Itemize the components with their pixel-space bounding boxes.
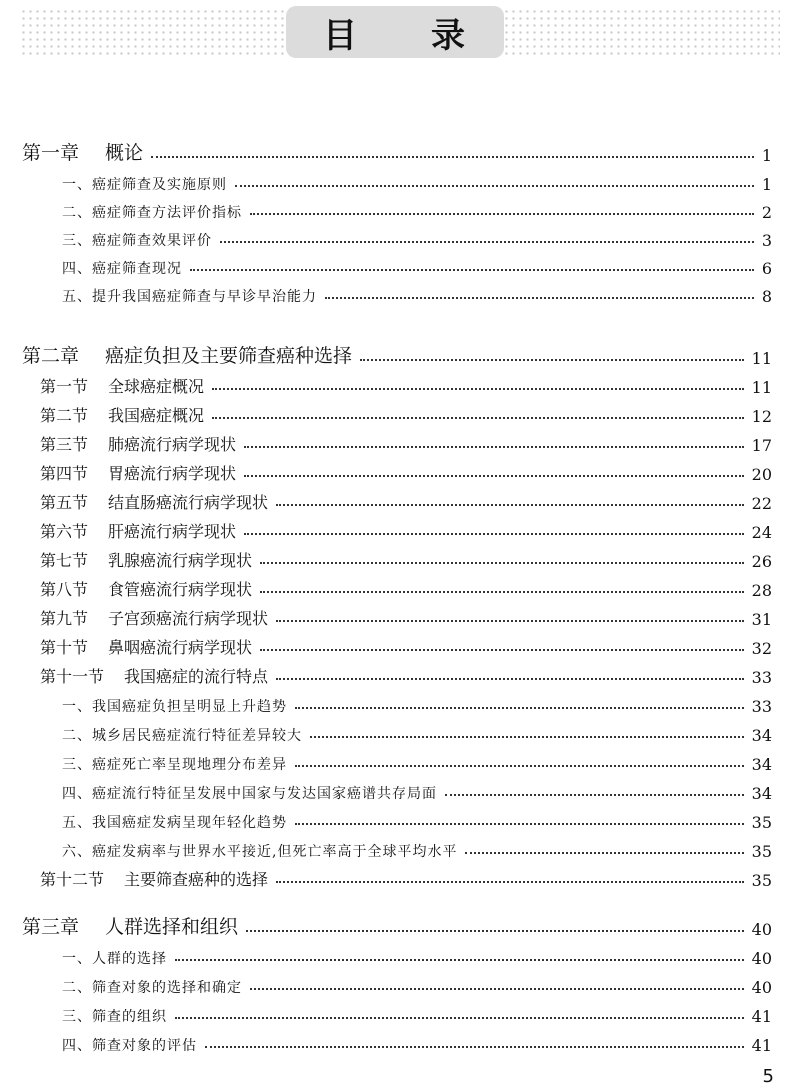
toc-entry-number: 一、 [62,951,92,967]
toc-entry-label [62,812,287,832]
toc-entry-number: 五、 [62,815,92,831]
title-char-2: 录 [431,15,467,56]
dot-leader [295,707,744,709]
toc-entry-section[interactable] [0,514,800,542]
toc-entry-label [62,696,287,716]
dot-leader [246,930,744,932]
toc-entry-page: 1 [761,146,772,165]
toc-entry-item[interactable] [0,250,800,278]
toc-entry-label [62,977,242,997]
toc-entry-page: 40 [751,978,772,997]
dot-leader [175,1017,744,1019]
toc-entry-label [40,432,236,455]
toc-entry-title: 我国癌症的流行特点 [124,667,269,686]
toc-entry-item[interactable] [0,194,800,222]
dot-leader [465,852,743,854]
toc-entry-page: 17 [751,436,772,455]
toc-entry-title: 胃癌流行病学现状 [108,464,237,483]
toc-entry-title: 肝癌流行病学现状 [108,522,237,541]
toc-entry-label [40,374,204,397]
toc-entry-page: 41 [751,1007,772,1026]
toc-entry-item[interactable] [0,688,800,716]
dot-leader [445,794,744,796]
toc-entry-item[interactable] [0,166,800,194]
toc-entry-label [40,577,252,600]
toc-entry-number: 第八节 [40,580,89,599]
toc-entry-section[interactable] [0,398,800,426]
toc-entry-title: 癌症筛查方法评价指标 [92,205,242,221]
toc-entry-title: 癌症流行特征呈发展中国家与发达国家癌谱共存局面 [92,786,437,802]
toc-entry-page: 8 [761,287,772,306]
toc-entry-label [40,548,252,571]
toc-entry-page: 40 [751,949,772,968]
toc-entry-label [22,138,143,165]
toc-entry-number: 第一节 [40,377,89,396]
toc-entry-title: 癌症筛查及实施原则 [92,177,227,193]
toc-entry-number: 第十一节 [40,667,105,686]
toc-entry-item[interactable] [0,804,800,832]
toc-entry-item[interactable] [0,969,800,997]
toc-entry-item[interactable] [0,1027,800,1055]
toc-entry-number: 三、 [62,1009,92,1025]
dot-leader [205,1046,744,1048]
toc-entry-title: 子宫颈癌流行病学现状 [108,609,269,628]
toc-entry-label [40,490,268,513]
toc-entry-number: 第七节 [40,551,89,570]
toc-entry-section[interactable] [0,369,800,397]
toc-entry-label [40,461,236,484]
toc-entry-number: 第二章 [22,345,80,367]
toc-entry-page: 11 [751,349,772,368]
toc-entry-section[interactable] [0,456,800,484]
dot-leader [260,562,744,564]
toc-entry-number: 第二节 [40,406,89,425]
toc-entry-page: 24 [751,523,772,542]
dot-leader [220,241,754,243]
toc-entry-section[interactable] [0,543,800,571]
toc-entry-title: 我国癌症负担呈明显上升趋势 [92,699,287,715]
toc-entry-page: 34 [751,726,772,745]
toc-entry-label [62,230,212,250]
toc-entry-chapter[interactable] [0,137,800,165]
toc-entry-page: 41 [751,1036,772,1055]
toc-entry-number: 二、 [62,205,92,221]
dot-leader [244,533,744,535]
toc-entry-page: 35 [751,871,772,890]
dot-leader [175,959,744,961]
toc-entry-page: 35 [751,842,772,861]
toc-entry-section[interactable] [0,630,800,658]
toc-entry-label [62,1035,197,1055]
dot-leader [325,297,754,299]
toc-entry-number: 六、 [62,844,92,860]
toc-entry-label [62,258,182,278]
toc-entry-label [62,1006,167,1026]
toc-entry-page: 3 [761,231,772,250]
toc-entry-title: 人群选择和组织 [105,916,239,938]
toc-entry-label [40,403,204,426]
toc-entry-title: 食管癌流行病学现状 [108,580,253,599]
toc-entry-title: 人群的选择 [92,951,167,967]
toc-entry-number: 一、 [62,177,92,193]
toc-entry-label [62,725,302,745]
toc-entry-title: 结直肠癌流行病学现状 [108,493,269,512]
toc-entry-title: 我国癌症发病呈现年轻化趋势 [92,815,287,831]
toc-entry-page: 32 [751,639,772,658]
toc-entry-number: 第四节 [40,464,89,483]
toc-entry-label [40,664,268,687]
toc-entry-title: 癌症死亡率呈现地理分布差异 [92,757,287,773]
toc-entry-page: 31 [751,610,772,629]
toc-entry-number: 四、 [62,261,92,277]
dot-leader [360,359,744,361]
toc-entry-title: 癌症负担及主要筛查癌种选择 [105,345,353,367]
toc-entry-page: 26 [751,552,772,571]
toc-entry-title: 城乡居民癌症流行特征差异较大 [92,728,302,744]
dot-leader [190,269,754,271]
toc-entry-item[interactable] [0,775,800,803]
toc-entry-number: 四、 [62,786,92,802]
toc-entry-title: 提升我国癌症筛查与早诊早治能力 [92,289,317,305]
toc-entry-number: 第六节 [40,522,89,541]
toc-entry-title: 癌症发病率与世界水平接近,但死亡率高于全球平均水平 [92,844,458,860]
dot-leader [250,988,744,990]
toc-entry-label [40,635,252,658]
toc-entry-section[interactable] [0,862,800,890]
toc-entry-item[interactable] [0,998,800,1026]
toc-entry-title: 乳腺癌流行病学现状 [108,551,253,570]
toc-entry-label [40,606,268,629]
toc-entry-chapter[interactable] [0,911,800,939]
toc-entry-page: 33 [751,668,772,687]
toc-entry-section[interactable] [0,427,800,455]
toc-entry-title: 癌症筛查现况 [92,261,182,277]
toc-entry-item[interactable] [0,278,800,306]
toc-entry-title: 肺癌流行病学现状 [108,435,237,454]
toc-entry-number: 第五节 [40,493,89,512]
toc-entry-number: 三、 [62,233,92,249]
toc-entry-title: 我国癌症概况 [108,406,205,425]
toc-entry-number: 二、 [62,728,92,744]
toc-entry-page: 33 [751,697,772,716]
dot-leader [276,881,744,883]
dot-leader [295,765,744,767]
toc-entry-page: 20 [751,465,772,484]
page-number: 5 [762,1066,774,1087]
dot-leader [212,417,744,419]
dot-leader [151,156,754,158]
toc-entry-page: 1 [761,175,772,194]
dot-leader [276,504,744,506]
toc-entry-title: 鼻咽癌流行病学现状 [108,638,253,657]
toc-entry-page: 12 [751,407,772,426]
toc-entry-page: 35 [751,813,772,832]
toc-entry-title: 筛查的组织 [92,1009,167,1025]
dot-leader [235,185,754,187]
toc-entry-page: 34 [751,784,772,803]
dot-leader [310,736,744,738]
toc-entry-section[interactable] [0,601,800,629]
toc-entry-item[interactable] [0,940,800,968]
dot-leader [244,446,744,448]
toc-entry-label [62,948,167,968]
toc-entry-label [62,174,227,194]
toc-entry-label [22,341,352,368]
toc-entry-number: 五、 [62,289,92,305]
toc-entry-title: 癌症筛查效果评价 [92,233,212,249]
toc-entry-number: 二、 [62,980,92,996]
toc-entry-item[interactable] [0,746,800,774]
toc-entry-number: 第十二节 [40,870,105,889]
toc-entry-item[interactable] [0,833,800,861]
toc-entry-number: 四、 [62,1038,92,1054]
toc-entry-page: 22 [751,494,772,513]
dot-leader [250,213,754,215]
toc-entry-title: 概论 [105,142,144,164]
toc-entry-number: 第九节 [40,609,89,628]
toc-entry-title: 主要筛查癌种的选择 [124,870,269,889]
toc-entry-number: 第三节 [40,435,89,454]
toc-entry-page: 40 [751,920,772,939]
toc-entry-label [62,783,437,803]
toc-entry-page: 2 [761,203,772,222]
dot-leader [244,475,744,477]
toc-entry-page: 28 [751,581,772,600]
toc-entry-page: 6 [761,259,772,278]
toc-entry-title: 筛查对象的选择和确定 [92,980,242,996]
toc-entry-item[interactable] [0,222,800,250]
toc-entry-label [40,519,236,542]
toc-entry-item[interactable] [0,717,800,745]
dot-leader [260,649,744,651]
toc-entry-chapter[interactable] [0,340,800,368]
toc-entry-section[interactable] [0,572,800,600]
dot-leader [295,823,744,825]
toc-entry-label [62,286,317,306]
toc-entry-title: 全球癌症概况 [108,377,205,396]
toc-entry-label [40,867,268,890]
toc-entry-number: 第一章 [22,142,80,164]
dot-leader [276,678,744,680]
toc-entry-label [22,912,238,939]
title-char-1: 目 [323,15,359,56]
toc-entry-number: 第十节 [40,638,89,657]
toc-entry-label [62,754,287,774]
toc-entry-number: 一、 [62,699,92,715]
toc-entry-title: 筛查对象的评估 [92,1038,197,1054]
dot-leader [260,591,744,593]
toc-entry-label [62,202,242,222]
toc-entry-section[interactable] [0,659,800,687]
toc-entry-page: 34 [751,755,772,774]
toc-entry-number: 第三章 [22,916,80,938]
toc-entry-number: 三、 [62,757,92,773]
toc-entry-section[interactable] [0,485,800,513]
toc-entry-label [62,841,457,861]
toc-entry-page: 11 [751,378,772,397]
dot-leader [212,388,744,390]
dot-leader [276,620,744,622]
